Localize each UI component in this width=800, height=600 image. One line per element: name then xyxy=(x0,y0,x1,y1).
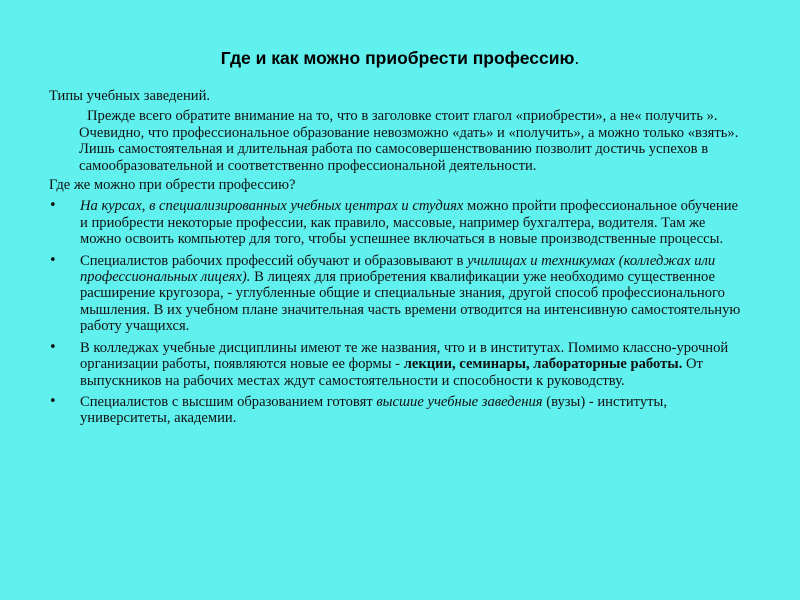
courses-italic: На курсах, в специализированных учебных центрах и студиях xyxy=(80,198,464,215)
where-question: Где же можно при обрести профессию? xyxy=(49,177,296,194)
slide-title xyxy=(0,48,800,69)
courses-text: можно пройти профессиональное обучение и приобрести некоторые профессии, как правило, массовые, например бухгалтера, водителя. Там же можно освоить компьютер для того, чтобы успешнее включаться в новые производственные процессы. xyxy=(80,198,738,248)
types-heading: Типы учебных заведений. xyxy=(49,88,211,104)
lyceum-text-2: В лицеях для приобретения квалификации уже необходимо существенное расширение кругозора, - углубленные общие и специальные знания, другой способ профессионального мышления. В их учебном плане значительная часть времени отводится на интенсивную самостоятельную работу учащихся. xyxy=(80,269,741,335)
bullet-item-colleges xyxy=(49,340,749,389)
slide-body xyxy=(49,88,749,432)
college-text-2: От выпускников на рабочих местах ждут самостоятельности и способности к руководству. xyxy=(80,356,703,389)
bullet-icon: • xyxy=(49,393,57,409)
higher-italic: высшие учебные заведения xyxy=(376,393,543,410)
bullet-icon: • xyxy=(49,339,57,355)
higher-text-1: Специалистов с высшим образованием готовят xyxy=(80,393,377,410)
higher-text-2: (вузы) - институты, университеты, академии. xyxy=(80,393,667,427)
slide-title-text: Где и как можно приобрести профессию xyxy=(220,48,575,68)
intro-paragraph: Прежде всего обратите внимание на то, что в заголовке стоит глагол «приобрести», а не« получить ». Очевидно, что профессиональное образование невозможно «дать» и «получить», а можно только «взять». Лишь самостоятельная и длительная работа по самосовершенствованию позволит достичь успехов в самообразовательной и соответственно профессиональной деятельности. xyxy=(79,108,739,174)
college-bold: лекции, семинары, лабораторные работы. xyxy=(403,356,683,373)
bullet-item-courses xyxy=(49,198,749,247)
bullet-icon: • xyxy=(49,198,57,214)
college-text-1: В колледжах учебные дисциплины имеют те же названия, что и в институтах. Помимо классно-урочной организации работы, появляются новые ее формы - xyxy=(80,339,729,373)
lyceum-italic: училищах и техникумах (колледжах или профессиональных лицеях). xyxy=(80,252,716,286)
lyceum-text-1: Специалистов рабочих профессий обучают и образовывают в xyxy=(80,252,468,269)
bullet-item-colleges-lyceums xyxy=(49,253,749,335)
bullet-icon: • xyxy=(49,252,57,268)
slide-title-period: . xyxy=(574,48,580,68)
bullet-list xyxy=(49,198,749,426)
bullet-item-universities xyxy=(49,394,749,427)
